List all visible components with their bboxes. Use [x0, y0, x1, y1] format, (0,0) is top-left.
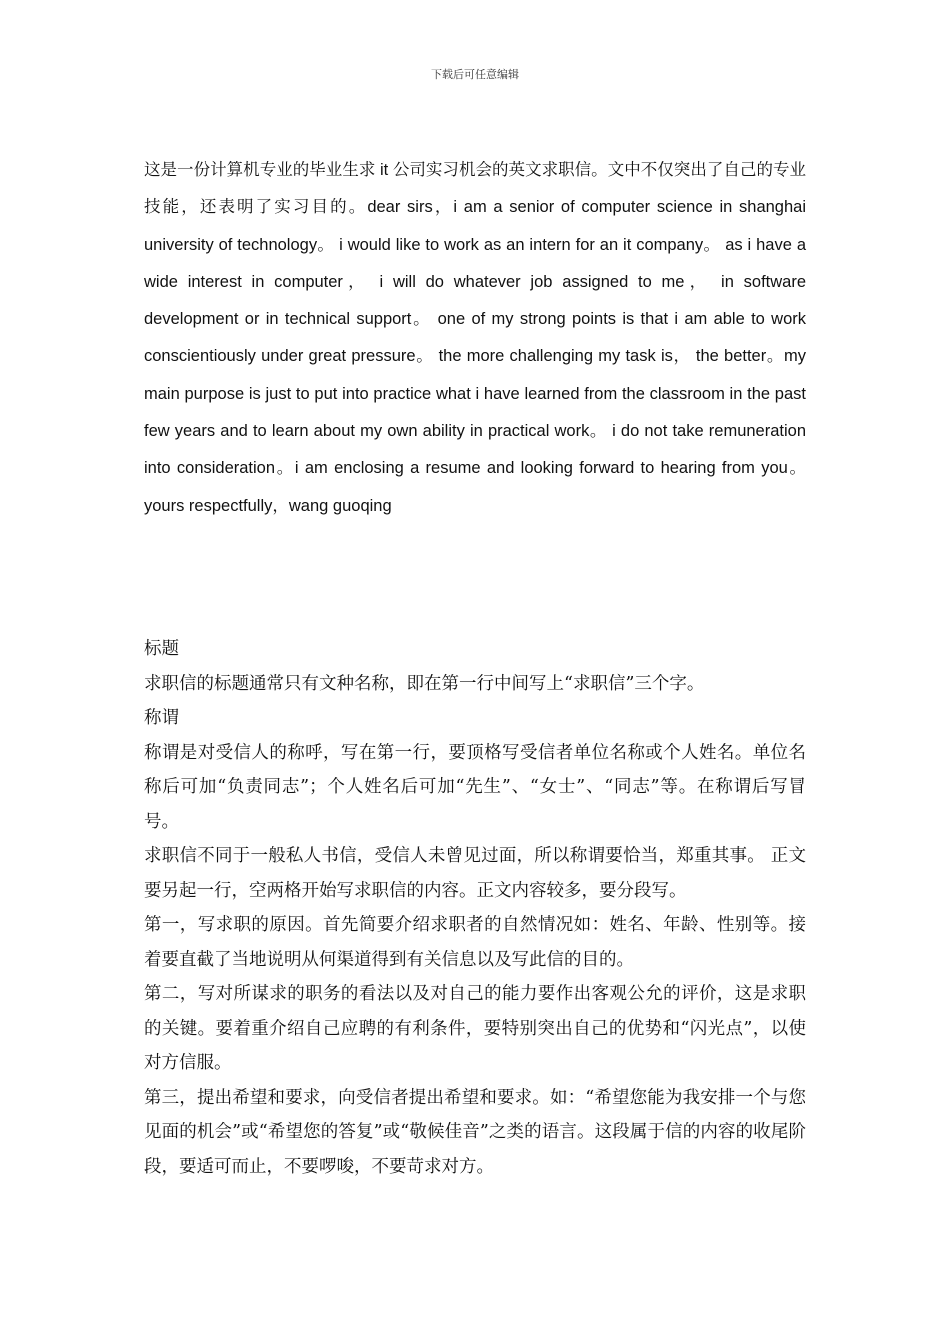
intro-paragraph: 这是一份计算机专业的毕业生求 it 公司实习机会的英文求职信。文中不仅突出了自己的专业技能，还表明了实习目的。dear sirs，i am a senior of computer science in shanghai university of technology。 i would like to work as an intern for an it company。 as i have a wide interest in computer， i will do whatever job assigned to me， in software development or in technical support。 one of my strong points is that i am able to work conscientiously under great pressure。 the more challenging my task is， the better。my main purpose is just to put into practice what i have learned from the classroom in the past few years and to learn about my own ability in practical work。 i do not take remuneration into consideration。i am enclosing a resume and looking forward to hearing from you。 yours respectfully，wang guoqing [144, 161, 806, 515]
guide-paragraph: 第一，写求职的原因。首先简要介绍求职者的自然情况如：姓名、年龄、性别等。接着要直截了当地说明从何渠道得到有关信息以及写此信的目的。 [144, 915, 806, 970]
guide-paragraph: 第二，写对所谋求的职务的看法以及对自己的能力要作出客观公允的评价，这是求职的关键。要着重介绍自己应聘的有利条件，要特别突出自己的优势和“闪光点”，以使对方信服。 [144, 984, 806, 1073]
guide-paragraph: 求职信的标题通常只有文种名称，即在第一行中间写上“求职信”三个字。 [144, 673, 705, 694]
header-note: 下载后可任意编辑 [431, 68, 519, 81]
guide-paragraph: 求职信不同于一般私人书信，受信人未曾见过面，所以称谓要恰当，郑重其事。 正文要另起一行，空两格开始写求职信的内容。正文内容较多，要分段写。 [144, 846, 806, 901]
guide-paragraph: 称谓是对受信人的称呼，写在第一行，要顶格写受信者单位名称或个人姓名。单位名称后可加“负责同志”；个人姓名后可加“先生”、“女士”、“同志”等。在称谓后写冒号。 [144, 742, 806, 832]
guide-paragraph: 第三，提出希望和要求，向受信者提出希望和要求。如：“希望您能为我安排一个与您见面的机会”或“希望您的答复”或“敬候佳音”之类的语言。这段属于信的内容的收尾阶段，要适可而止，不要啰唆，不要苛求对方。 [144, 1087, 806, 1177]
section-heading-salutation: 称谓 [144, 708, 179, 728]
guide-section [144, 632, 806, 1184]
section-heading-title: 标题 [144, 639, 179, 659]
